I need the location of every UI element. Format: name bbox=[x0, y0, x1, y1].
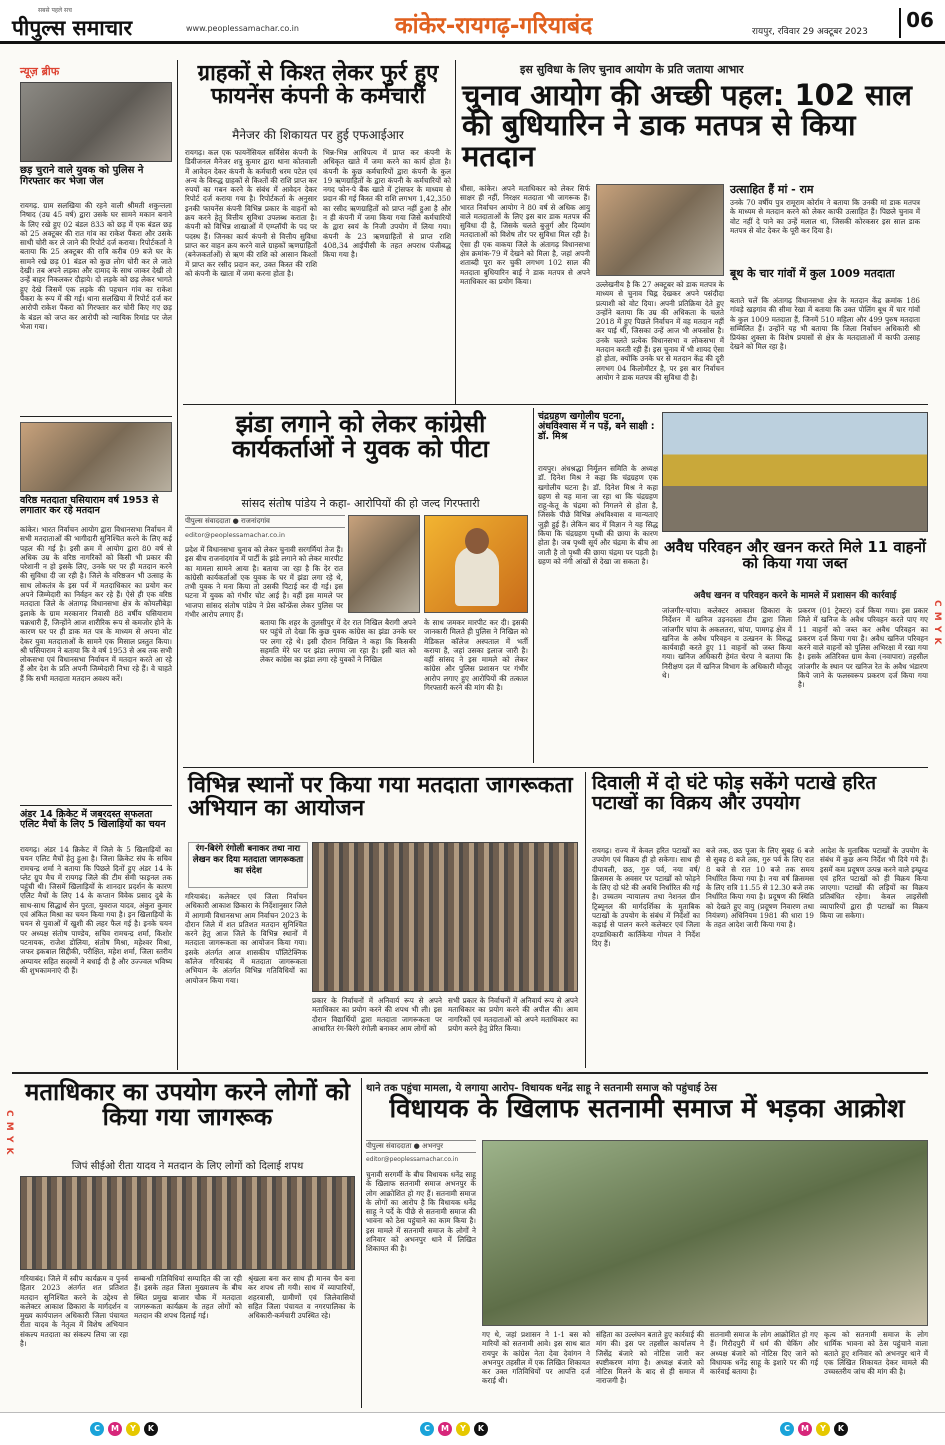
truck-subhead: अवैध खनन व परिवहन करने के मामले में प्रशासन की कार्रवाई bbox=[693, 591, 897, 601]
ec-photo-voter bbox=[596, 184, 724, 276]
rights-col1: गरियाबंद। जिले में स्वीप कार्यक्रम व पुनर्व हितार 2023 अंतर्गत शत प्रतिशत मतदान सुनिश्चित करने के उद्देश्य से कलेक्टर आकाश छिकारा के मार्गदर्शन व मुख्य कार्यपालन अधिकारी जिला पंचायत रीता यादव के नेतृत्व में विशेष अभियान संकल्प मतदाता का संकल्प लिया जा रहा है। bbox=[20, 1274, 131, 1349]
awareness-diwali-divider bbox=[585, 772, 586, 1068]
awareness-inset: रंग-बिरंगे रंगोली बनाकर तथा नारा लेखन कर दिया मतदाता जागरूकता का संदेश bbox=[188, 842, 308, 888]
ec-col1: धीसा, कांकेर। अपने मताधिकार को लेकर सिर्फ साक्षर ही नहीं, निरक्षर मतदाता भी जागरूक हैं। भारत निर्वाचन आयोग ने 80 वर्ष से अधिक आयु वाले मतदाताओं के लिए इस बार डाक मतपत्र की सुविधा दी है, जिसके चलते बुजुर्ग और दिव्यांग मतदाताओं को विशेष तौर पर सुविधा मिल रही है। ऐसा ही एक वाकया जिले के अंतागढ़ विधानसभा क्षेत्र क्रमांक-79 में देखने को मिला है, जहां अपनी शताब्दी पूरा कर चुकी लगभग 102 साल की मतदाता बुधियारिन बाई ने डाक मतपत्र से अपने मताधिकार का प्रयोग किया। bbox=[460, 184, 593, 286]
rights-photo bbox=[20, 1176, 355, 1270]
finance-col1: रायगढ़। कल एक फायनेंसियल सर्विसेस कंपनी के डिवीजनल मैनेजर शत्रु कुमार द्वारा थाना कोतवाली में आवेदन देकर कंपनी के कर्मचारी धरम पटेल एवं अन्य के विरुद्ध ग्राहकों से किश्तों की राशि प्राप्त कर रुपयों का गबन करने के संबंध में आवेदन देकर रिपोर्ट दर्ज कराया गया है। रिपोर्टकर्ता के अनुसार इनकी फायनेंस कंपनी विभिन्न प्रकार के वाहनों को क्रय करने हेतु वित्तीय सुविधा उपलब्ध कराता है। कंपनी को विभिन्न शाखाओं में एम्प्लॉयी के पद पर पदस्थ हैं। जिनका कार्य कंपनी से वित्तीय सुविधा प्राप्त कर वाहन क्रय करने वाले ग्राहकों ऋणग्राहितों (बनेजकर्ताओं) से ऋण की राशि को आसान किश्तों में प्राप्त कर रसीद प्रदान कर, उक्त किस्त की राशि को कंपनी के खाता में जमा करना होता है। bbox=[185, 148, 320, 278]
flag-byline: पीपुल्स संवाददाता ● राजनांदगांव bbox=[185, 515, 345, 528]
eclipse-headline: चंद्रग्रहण खगोलीय घटना, अंधविश्वास में न पड़ें, बने साक्षी : डॉ. मिश्र bbox=[538, 411, 655, 442]
reg-dot-m3: M bbox=[798, 1422, 812, 1436]
flag-photo-victim bbox=[348, 515, 420, 613]
reg-dot-c3: C bbox=[780, 1422, 794, 1436]
rights-subhead: जिपं सीईओ रीता यादव ने मतदान के लिए लोगों को दिलाई शपथ bbox=[71, 1161, 304, 1172]
ec-side-head1: उत्साहित हैं मां - राम bbox=[730, 183, 814, 196]
section-title: कांकेर-रायगढ़-गरियाबंद bbox=[395, 13, 593, 39]
brief-divider bbox=[20, 416, 172, 417]
mla-email: editor@peoplessamachar.co.in bbox=[366, 1156, 459, 1163]
reg-dot-y: Y bbox=[126, 1422, 140, 1436]
row2-divider bbox=[183, 767, 928, 768]
mla-col2: गए थे, जहां प्रशासन ने 1-1 बस को मारियों को सतनामी आवे। इस साथ बात रायपुर के कांग्रेस नेता देवा देवांगन ने अभनपुर तहसील में एक लिखित शिकायत कर उक्त गतिविधियों पर आपत्ति दर्ज कराई थी। bbox=[482, 1330, 593, 1386]
rights-headline: मताधिकार का उपयोग करने लोगों को किया गया जागरूक bbox=[25, 1078, 350, 1132]
mla-col5: कृत्य को सतनामी समाज के लोग धार्मिक भावना को ठेस पहुंचाने वाला बताते हुए शनिवार को अभनपुर थाने में एक लिखित शिकायत देकर मामले की उच्चस्तरीय जांच की मांग की है। bbox=[824, 1330, 931, 1377]
finance-headline: ग्राहकों से किश्त लेकर फुर्र हुए फायनेंस कंपनी के कर्मचारी bbox=[197, 61, 439, 110]
masthead bbox=[0, 0, 945, 44]
page-number: 06 bbox=[899, 8, 939, 38]
newspaper-logo bbox=[12, 6, 182, 40]
brief2-headline: वरिष्ठ मतदाता घसियाराम वर्ष 1953 से लगातार कर रहे मतदान bbox=[20, 495, 159, 516]
awareness-photo bbox=[312, 842, 578, 992]
diwali-col1: रायगढ़। राज्य में केवल हरित पटाखों का उपयोग एवं विक्रय ही हो सकेगा। साथ ही दीपावली, छठ, गुरु पर्व, नया वर्ष/क्रिसमस के अवसर पर पटाखों को फोड़ने के लिए दो घंटे की अवधि निर्धारित की गई है। उच्चतम न्यायालय तथा नेशनल ग्रीन ट्रिब्यूनल की मार्गदर्शिका के मुताबिक पटाखों के उपयोग के संबंध में निर्देशों का कड़ाई से पालन करने कलेक्टर एवं जिला दण्डाधिकारी कार्तिकेया गोयल ने निर्देश दिए हैं। bbox=[592, 846, 703, 948]
reg-dot-c: C bbox=[90, 1422, 104, 1436]
truck-col1: जांजगीर-चांपा। कलेक्टर आकाश छिकारा के निर्देशन में खनिज उड़नदस्ता टीम द्वारा जिला जांजगीर चांपा के अकलतरा, चांपा, पामगढ़ क्षेत्र में खनिज के अवैध परिवहन व उत्खनन के विरुद्ध कार्यवाही करते हुए 11 वाहनों को जब्त किया गया। खनिज अधिकारी हेमंत चेरपा ने बताया कि निरीक्षण दल में खनिज विभाग के अधिकारी मौजूद थे। bbox=[662, 606, 795, 681]
reg-dot-k3: K bbox=[834, 1422, 848, 1436]
mla-col4: सतनामी समाज के लोग आक्रोशित हो गए हैं। गिरौदपुरी में धर्म की चेकिंग और अध्यक्ष बंजारे को नोटिस दिए जाने को विधायक धनेंद्र साहू के इशारे पर की गई कार्रवाई बताया है। bbox=[710, 1330, 821, 1377]
ec-side-body1: उनके 70 वर्षीय पुत्र रामूराम कोर्राम ने बताया कि उनकी मां डाक मतपत्र के माध्यम से मतदान करने को लेकर काफी उत्साहित हैं। पिछले चुनाव में वोट नहीं दे पाने का उन्हें मलाल था, जिसकी कोरकसर इस साल डाक मतपत्र से वोट देकर के पूरी कर दिया है। bbox=[730, 198, 923, 235]
brief1-body: रायगढ़. ग्राम सलखिया की रहने वाली श्रीमती शकुन्तला निषाद (उम्र 45 वर्ष) द्वारा उसके घर सामने मकान बनाने के लिए रखे हुए 02 बंडल 833 को छड़ में एक बंडल छड़ को 25 अक्टूबर की रात गांव का राकेश पैंकरा और उसके साथी चोरी कर ले जाने की रिपोर्ट दर्ज कराया। रिपोर्टकर्ता ने बताया कि 25 अक्टूबर की रात्रि करीब 09 बजे घर के सामने रखे छड़ 01 बंडल को कुछ लोग चोरी कर ले जाते देखी। तब अपने लड़का और दामाद के साथ जाकर देखी तो उन्हें बाहर निकलकर दौड़ाये। दो लड़के को छड़ लेकर भागते हुए देखे जिसमें एक लड़के की पहचान गांव का राकेश पैंकरा के रूप में की गई। थाना सलखिया में रिपोर्ट दर्ज कर आरोपी राकेश पैंकरा को गिरफ्तार कर चोरी किए गए छड़ के बंडल को जप्त कर आरोपी को न्यायिक रिमांड पर जेल भेजा गया। bbox=[20, 201, 175, 331]
flag-email: editor@peoplessamachar.co.in bbox=[185, 531, 285, 539]
awareness-col2: प्रकार के निर्वाचनों में अनिवार्य रूप से अपने मताधिकार का प्रयोग करने की शपथ भी ली। इस दौरान विद्यार्थियों द्वारा मतदाता जागरूकता पर आधारित रंग-बिरंगे रंगोली बनाकर आम लोगों को bbox=[312, 996, 445, 1033]
ec-headline: चुनाव आयोग की अच्छी पहल: 102 साल की बुधियारिन ने डाक मतपत्र से किया मतदान bbox=[462, 78, 912, 173]
reg-dot-y3: Y bbox=[816, 1422, 830, 1436]
ec-side-body2: बताते चलें कि अंतागढ़ विधानसभा क्षेत्र के मतदान केंद्र क्रमांक 186 गांवड़े खड़गांव की सीमा रेखा में बताया कि उक्त पोलिंग बूथ में चार गांवों के कुल 1009 मतदाता हैं, जिनमें 510 महिला और 499 पुरुष मतदाता सम्मिलित हैं। उन्होंने यह भी बताया कि जिला निर्वाचन अधिकारी श्री प्रियंका शुक्ला के विशेष प्रयासों से क्षेत्र के मतदाताओं में काफी उत्साह देखने को मिल रहा है। bbox=[730, 296, 923, 352]
truck-headline: अवैध परिवहन और खनन करते मिले 11 वाहनों को किया गया जब्त bbox=[664, 538, 926, 572]
website-url: www.peoplessamachar.co.in bbox=[186, 24, 299, 33]
diwali-col2: बजे तक, छठ पूजा के लिए सुबह 6 बजे से सुबह 8 बजे तक, गुरु पर्व के लिए रात 8 बजे से रात 10 बजे तक समय निर्धारित किया गया है। नया वर्ष क्रिसमस के लिए रात्रि 11.55 से 12.30 बजे तक निर्धारित किया गया है। प्रदूषण की स्थिति को देखते हुए वायु (प्रदूषण निवारण तथा नियंत्रण) अधिनियम 1981 की धारा 19 के तहत आदेश जारी किया गया है। bbox=[706, 846, 817, 930]
finance-subhead: मैनेजर की शिकायत पर हुई एफआईआर bbox=[232, 128, 404, 142]
left-column-rule bbox=[177, 60, 178, 1070]
reg-dot-k: K bbox=[144, 1422, 158, 1436]
reg-dot-m: M bbox=[108, 1422, 122, 1436]
awareness-col3: सभी प्रकार के निर्वाचनों में अनिवार्य रूप से अपने मताधिकार का प्रयोग करने की अपील की। आम नागरिकों एवं मतदाताओं को अपने मताधिकार का प्रयोग करने हेतु प्रेरित किया। bbox=[448, 996, 581, 1033]
date-line: रायपुर, रविवार 29 अक्टूबर 2023 bbox=[752, 27, 868, 37]
diwali-headline: दिवाली में दो घंटे फोड़ सकेंगे पटाखे हरित पटाखों का विक्रय और उपयोग bbox=[592, 772, 877, 814]
brief2-photo bbox=[20, 422, 172, 492]
reg-dot-m2: M bbox=[438, 1422, 452, 1436]
reg-dot-k2: K bbox=[474, 1422, 488, 1436]
cmyk-mark-left: C M Y K bbox=[4, 1110, 14, 1156]
mla-photo bbox=[482, 1140, 928, 1326]
brief3-body: रायगढ़। अंडर 14 क्रिकेट में जिले के 5 खिलाड़ियों का चयन एलिट मैचों हेतु हुआ है। जिला क्रिकेट संघ के सचिव रामचन्द्र शर्मा ने बताया कि पिछले दिनों हुए अंडर 14 के प्लेट ग्रुप मैच में रायगढ़ जिले की टीम सेमी फाइनल तक पहुंची थी। जिसमें खिलाड़ियों के शानदार प्रदर्शन के कारण एलिट मैचों के लिए 14 के कप्तान विवेक प्रसाद दुबे के साथ-साथ सिद्धार्थ सेन पुरता, युवराज यादव, अंकुरा कुमार एवं अंकित मिश्रा का चयन किया गया है। इन खिलाड़ियों के चयन से युवाओं में खुशी की लहर फैल गई है। इनके चयन पर अध्यक्ष संतोष पाण्डेय, सचिव रामचन्द्र शर्मा, किशोर पटनायक, राजेश डोलिया, संतोष मिश्रा, महेश्वर मिश्रा, जफर इकबाल सिद्दीकी, परीक्षित, महेश शर्मा, जिला स्तरीय अम्पायर सहित सदस्यों ने बधाई दी है और उज्ज्वल भविष्य की शुभकामनाएं दी हैं। bbox=[20, 845, 175, 975]
brief3-headline: अंडर 14 क्रिकेट में जबरदस्त सफलता एलिट मैचों के लिए 5 खिलाड़ियों का चयन bbox=[20, 809, 166, 830]
ec-col2: उल्लेखनीय है कि 27 अक्टूबर को डाक मतपत्र के माध्यम से चुनाव चिह्न देखकर अपने पसंदीदा प्रत्याशी को वोट दिया। अपनी प्रतिक्रिया देते हुए उन्होंने बताया कि उम्र की अधिकता के चलते 2018 में हुए पिछले निर्वाचन में वह मतदान नहीं कर पाई थीं, जिसका उन्हें आज भी अफसोस है। उनके चलते प्रत्येक विधानसभा व लोकसभा में मतदान करती रही हैं। इस चुनाव में भी शायद ऐसा हो होता, क्योंकि उनके घर से मतदान केंद्र की दूरी लगभग 04 किलोमीटर है, पर इस बार निर्वाचन आयोग ने डाक मतपत्र की सुविधा दी है। bbox=[596, 280, 727, 382]
row3-divider bbox=[12, 1072, 928, 1074]
flag-col3: के साथ जमकर मारपीट कर दी। इसकी जानकारी मिलते ही पुलिस ने निखिल को मेडिकल कॉलेज अस्पताल में भर्ती कराया है, जहां उसका इलाज जारी है। वहीं सांसद ने इस मामले को लेकर कांग्रेस और पुलिस प्रशासन पर गंभीर आरोप लगाए हुए आरोपियों की तत्काल गिरफ्तारी करने की मांग की है। bbox=[424, 618, 531, 693]
brief1-headline: छड़ चुराने वाले युवक को पुलिस ने गिरफ्तार कर भेजा जेल bbox=[20, 165, 144, 187]
cmyk-mark-right: C M Y K bbox=[932, 600, 942, 646]
finance-ec-divider bbox=[455, 60, 456, 404]
brief1-photo bbox=[20, 82, 172, 162]
ec-kicker: इस सुविधा के लिए चुनाव आयोग के प्रति जताया आभार bbox=[520, 63, 744, 76]
logo-tag: सबसे पहले सच bbox=[38, 7, 72, 14]
flag-subhead: सांसद संतोष पांडेय ने कहा- आरोपियों की हो जल्द गिरफ्तारी bbox=[241, 497, 480, 510]
brief2-body: कांकेर। भारत निर्वाचन आयोग द्वारा विधानसभा निर्वाचन में सभी मतदाताओं की भागीदारी सुनिश्चित करने के लिए कई पहल की गई है। इसी क्रम में आयोग द्वारा 80 वर्ष से अधिक उम्र के वरिष्ठ नागरिकों को किसी भी प्रकार की परेशानी न हो इसके लिए, उनके घर पर ही मतदान करने की सुविधा दी जा रही है। जिले के वरिष्ठजन भी उत्साह के साथ लोकतंत्र के इस पर्व में मतदाधिकार का प्रयोग कर अपने जिम्मेदारी का निर्वहन कर रहे हैं। ऐसे ही एक वरिष्ठ मतदाता जिले के अंतागढ़ विधानसभा क्षेत्र के कोयलीबेड़ा इलाके के ग्राम मरकानार निवासी 88 वर्षीय घसियाराम चक्रधारी हैं, जिन्होंने आज शारीरिक रूप से कमजोर होने के कारण घर पर ही डाक मत पत्र के माध्यम से अपना वोट देकर युवा मतदाताओं के सामने एक मिसाल प्रस्तुत किया। श्री घसियाराम ने बताया कि वे वर्ष 1953 से अब तक सभी लोकसभा एवं विधानसभा निर्वाचन में मतदान करते आ रहे हैं और देश के प्रति अपनी जिम्मेदारी निभा रहे हैं। वे चाहते हैं कि सभी मतदाता मतदान अवश्य करें। bbox=[20, 525, 175, 683]
logo-text: पीपुल्स समाचार bbox=[12, 16, 133, 40]
flag-photo-mp bbox=[424, 515, 528, 613]
reg-dot-c2: C bbox=[420, 1422, 434, 1436]
awareness-col1: गरियाबंद। कलेक्टर एवं जिला निर्वाचन अधिकारी आकाश छिकारा के निर्देशानुसार जिले में आगामी विधानसभा आम निर्वाचन 2023 के दौरान जिले में शत प्रतिशत मतदान सुनिश्चित करने हेतु आज जिले के विभिन्न स्थानों में मतदाता जागरूकता का आयोजन किया गया। इसके अंतर्गत आज शासकीय पॉलिटेक्निक कॉलेज गरियाबंद में मतदाता जागरूकता अभियान के अंतर्गत विभिन्न गतिविधियों का आयोजन किया गया। bbox=[185, 892, 310, 985]
news-brief-label: न्यूज़ ब्रीफ bbox=[20, 65, 60, 78]
rights-mla-divider bbox=[361, 1078, 362, 1408]
eclipse-body: रायपुर। अंधश्रद्धा निर्मूलन समिति के अध्यक्ष डॉ. दिनेश मिश्र ने कहा कि चंद्रग्रहण एक खगोलीय घटना है। डॉ. दिनेश मिश्र ने कहा ग्रहण से यह माना जा रहा था कि चंद्रग्रहण राहू-केतू के चंद्रमा को निगलने से होता है, जिसके पीछे विभिन्न अंधविश्वास व मान्यताएं जुड़ी हुई हैं। लेकिन बाद में विज्ञान ने यह सिद्ध किया कि चंद्रग्रहण पृथ्वी की छाया के कारण होता है। जब पृथ्वी सूर्य और चंद्रमा के बीच आ जाती है तो पृथ्वी की छाया चंद्रमा पर पड़ती है। ग्रहण को नंगी आंखों से देखा जा सकता है। bbox=[538, 464, 661, 566]
row1-divider bbox=[183, 404, 928, 405]
diwali-col3: आदेश के मुताबिक पटाखों के उपयोग के संबंध में कुछ अन्य निर्देश भी दिये गये हैं। इसमें कम प्रदूषण उत्पन्न करने वाले इम्प्रूव्ड एवं हरित पटाखों को ही विक्रय किया जाएगा। पटाखों की लड़ियों का विक्रय प्रतिबंधित रहेगा। केवल लाइसेंसी व्यापारियों द्वारा ही पटाखों का विक्रय किया जा सकेगा। bbox=[820, 846, 931, 921]
finance-col2: भिन्न-भिन्न आधिपत्य में प्राप्त कर कंपनी के अधिकृत खाते में जमा करने का कार्य होता है। कंपनी के कुछ कर्मचारियों द्वारा कंपनी के कुल 19 ऋणग्राहितों के द्वारा कंपनी के कर्मचारियों को नगद फोन-पे बैंक खाते में ट्रांसफर के माध्यम से प्रदान की गई किस्त की राशि लगभग 1,42,350 का रसीद ऋणग्राहितों को प्राप्त नहीं हुआ है और न ही कंपनी में जमा किया गया जिसे कर्मचारियों के द्वारा स्वयं के निजी उपयोग में लिया गया। कंपनी के 23 ऋणग्राहितों से प्राप्त राशि 408,34 आईपीसी के तहत अपराध पंजीबद्ध किया गया है। bbox=[323, 148, 454, 260]
rights-col2: सम्बन्धी गतिविधियां सम्पादित की जा रही हैं। इसके तहत जिला मुख्यालय के बीच स्थित प्रमुख बाजार चौक में मतदाता जागरूकता कार्यक्रम के तहत लोगों को मतदान की शपथ दिलाई गई। bbox=[134, 1274, 245, 1321]
mla-headline: विधायक के खिलाफ सतनामी समाज में भड़का आक्रोश bbox=[389, 1094, 905, 1124]
registration-strip bbox=[0, 1412, 945, 1445]
mla-byline: पीपुल्स संवाददाता ● अभनपुर bbox=[366, 1140, 476, 1153]
awareness-headline: विभिन्न स्थानों पर किया गया मतदाता जागरूकता अभियान का आयोजन bbox=[188, 773, 573, 822]
ec-side-head2: बूथ के चार गांवों में कुल 1009 मतदाता bbox=[730, 267, 895, 280]
mla-col1: चुनावी सरगर्मी के बीच विधायक धनेंद्र साहू के खिलाफ सतनामी समाज अभनपुर के लोग आक्रोशित हो गए हैं। सतनामी समाज के लोगों का आरोप है कि विधायक धनेंद्र साहू ने पर्दे के पीछे से सतनामी समाज की भावना को ठेस पहुंचाने का काम किया है। इस मामले में सतनामी समाज के लोगों ने शनिवार को अभनपुर थाने में लिखित शिकायत की है। bbox=[366, 1170, 479, 1254]
mla-col3: संहिता का उल्लंघन बताते हुए कार्रवाई की मांग की। इस पर तहसील कार्यालय ने जिसेंद्र बंजारे को नोटिस जारी कर स्पष्टीकरण मांगा है। अध्यक्ष बंजारे को नोटिस मिलने के बाद से ही समाज में नाराजगी है। bbox=[596, 1330, 707, 1386]
truck-photo bbox=[662, 412, 928, 532]
flag-headline: झंडा लगाने को लेकर कांग्रेसी कार्यकर्ताओं ने युवक को पीटा bbox=[232, 410, 489, 464]
rights-col3: श्रृंखला बना कर साथ ही मानव चैन बना कर शपथ ली गयी। साथ में व्यापारियों, शहरवासी, ग्रामीणों एवं जिलेवासियों सहित जिला पंचायत व नगरपालिका के अधिकारी-कर्मचारी उपस्थित रहे। bbox=[248, 1274, 358, 1321]
brief-divider-2 bbox=[20, 805, 172, 806]
mla-kicker: थाने तक पहुंचा मामला, ये लगाया आरोप- विधायक धनेंद्र साहू ने सतनामी समाज को पहुंचाई ठेस bbox=[366, 1083, 717, 1094]
flag-col1: प्रदेश में विधानसभा चुनाव को लेकर चुनावी सरगर्मियां तेज हैं। इस बीच राजनांदगांव में पार्टी के झंडे लगाने को लेकर मारपीट का मामला सामने आया है। बताया जा रहा है कि देर रात कांग्रेसी कार्यकर्ताओं एक युवक के घर में झंडा लगा रहे थे, तभी युवक ने मना किया तो उसकी पिटाई कर दी गई। इस घटना में युवक को गंभीर चोट आई है। वहीं इस मामले पर भाजपा सांसद संतोष पांडेय ने प्रेस कॉन्फ्रेंस लेकर पुलिस पर गंभीर आरोप लगाए हैं। bbox=[185, 545, 346, 620]
truck-col2: प्रकरण (01 ट्रेक्टर) दर्ज किया गया। इस प्रकार जिले में खनिज के अवैध परिवहन करते पाए गए 11 वाहनों को जब्त कर अवैध परिवहन का प्रकरण दर्ज किया गया है। अवैध खनिज परिवहन करने वाले वाहनों को पुलिस अभिरक्षा में रखा गया है। इसके अतिरिक्त ग्राम केवा (नवापारा) तहसील जांजगीर के स्थान पर खनिज रेत के अवैध भंडारण किये जाने के फलस्वरूप प्रकरण दर्ज किया गया है। bbox=[798, 606, 931, 690]
flag-eclipse-divider bbox=[533, 408, 534, 763]
reg-dot-y2: Y bbox=[456, 1422, 470, 1436]
flag-col2: बताया कि शहर के तुलसीपुर में देर रात निखिल बैरागी अपने घर पहुंचे तो देखा कि कुछ युवक कांग्रेस का झंडा उनके घर पर लगा रहे थे। इसी दौरान निखिल ने कहा कि किसकी सहमति मेरे घर पर झंडा लगाया जा रहा है। इसी बात को लेकर कांग्रेस का झंडा लगा रहे युवकों ने निखिल bbox=[260, 618, 419, 665]
